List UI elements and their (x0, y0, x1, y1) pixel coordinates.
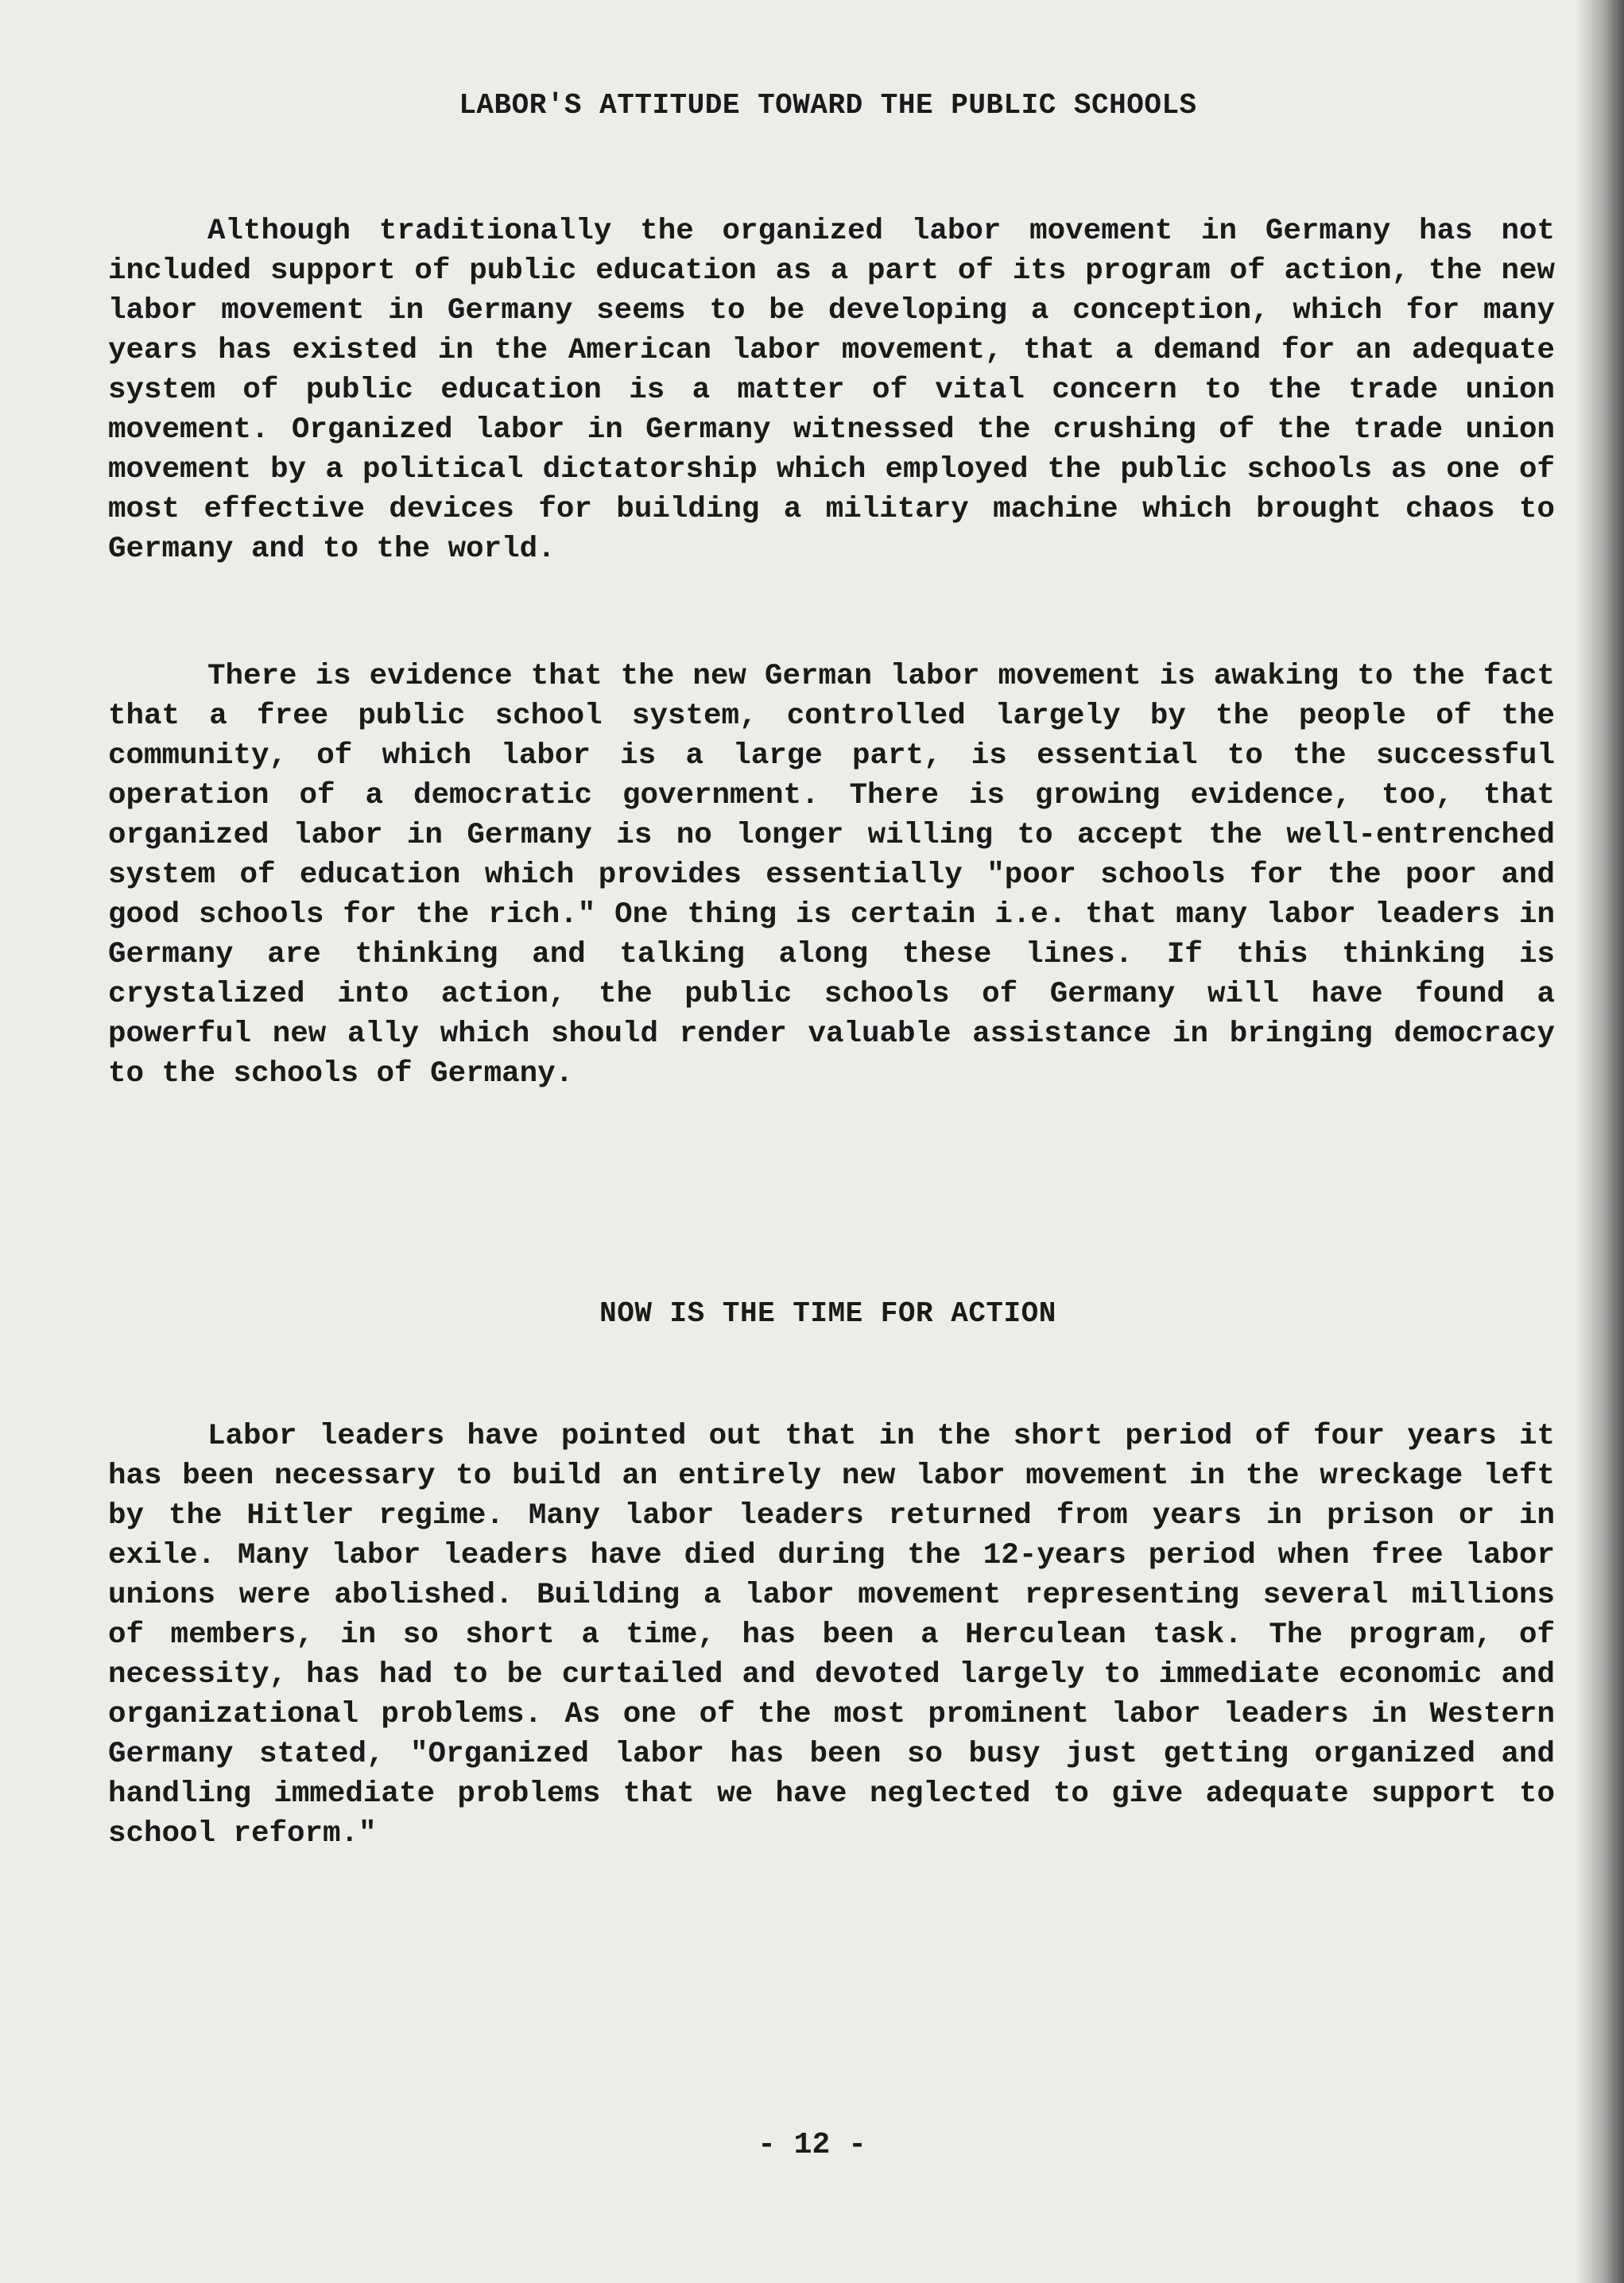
page-number: - 12 - (758, 2128, 866, 2162)
paragraph-labor-tradition: Although traditionally the organized labor movement in Germany has not included support of public education as a part of its program of action, the new labor movement in Germany seems to be developing a conception, which for many years has existed in the American labor movement, that a demand for an adequate system of public education is a matter of vital concern to the trade union movement. Organized labor in Germany witnessed the crushing of the trade union movement by a political dictatorship which employed the public schools as one of most effective devices for building a military machine which brought chaos to Germany and to the world. (108, 215, 1555, 566)
section-heading-labors-attitude: LABOR'S ATTITUDE TOWARD THE PUBLIC SCHOOLS (459, 89, 1197, 122)
paragraph-labor-leaders: Labor leaders have pointed out that in the short period of four years it has been necessary to build an entirely new labor movement in the wreckage left by the Hitler regime. Many labor leaders returned from years in prison or in exile. Many labor leaders have died during the 12-years period when free labor unions were abolished. Building a labor movement representing several millions of members, in so short a time, has been a Herculean task. The program, of necessity, has had to be curtailed and devoted largely to immediate economic and organizational problems. As one of the most prominent labor leaders in Western Germany stated, "Organized labor has been so busy just getting organized and handling immediate problems that we have neglected to give adequate support to school reform." (108, 1420, 1555, 1851)
paragraph-evidence: There is evidence that the new German labor movement is awaking to the fact that a free public school system, controlled largely by the people of the community, of which labor is a large part, is essential to the successful operation of a democratic government. There is growing evidence, too, that organized labor in Germany is no longer willing to accept the well-entrenched system of education which provides essentially "poor schools for the poor and good schools for the rich." One thing is certain i.e. that many labor leaders in Germany are thinking and talking along these lines. If this thinking is crystalized into action, the public schools of Germany will have found a powerful new ally which should render valuable assistance in bringing democracy to the schools of Germany. (108, 660, 1555, 1091)
section-heading-time-for-action: NOW IS THE TIME FOR ACTION (599, 1297, 1056, 1330)
page-edge-shadow (1576, 0, 1624, 2283)
